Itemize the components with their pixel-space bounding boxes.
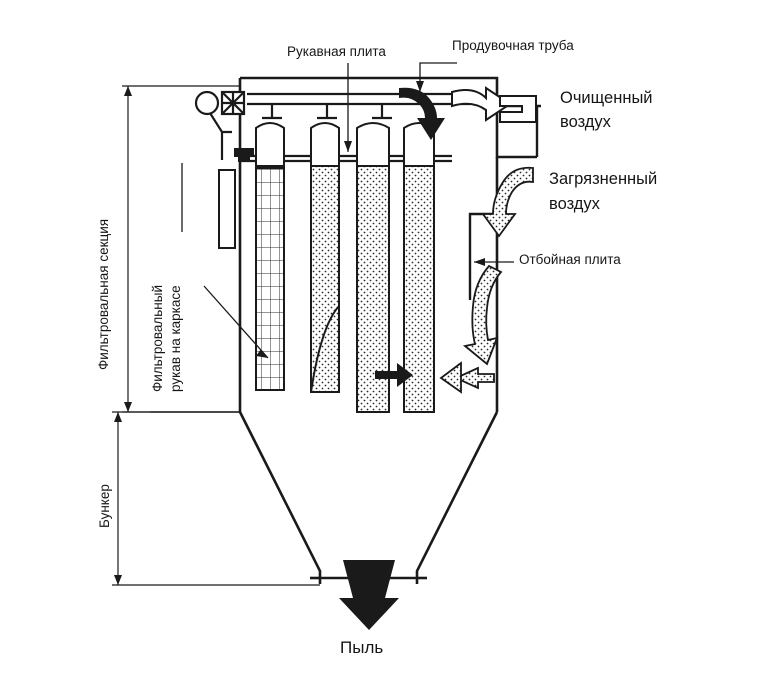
lower-flow-arrow xyxy=(441,363,494,392)
filter-bag-3 xyxy=(357,123,389,412)
label-bag-plate: Рукавная плита xyxy=(287,44,386,59)
inlet-header-bar xyxy=(234,148,254,157)
dirty-air-inlet-arrow xyxy=(483,168,533,236)
label-clean-air-line2: воздух xyxy=(560,113,611,131)
label-clean-air-line1: Очищенный xyxy=(560,89,653,107)
label-baffle-plate: Отбойная плита xyxy=(519,252,621,267)
label-dirty-air-line1: Загрязненный xyxy=(549,170,658,188)
filter-bag-4 xyxy=(404,123,434,412)
label-hopper: Бункер xyxy=(97,484,112,528)
filter-bag-2 xyxy=(311,123,339,392)
filter-housing-outline xyxy=(240,78,541,584)
label-dust: Пыль xyxy=(340,638,384,657)
label-dirty-air-line2: воздух xyxy=(549,195,600,213)
label-filter-bag-line1: Фильтровальный xyxy=(150,285,165,392)
label-filter-bag-line2: рукав на каркасе xyxy=(168,285,183,392)
label-filter-section: Фильтровальная секция xyxy=(96,218,111,370)
hopper-dimension xyxy=(112,412,320,585)
control-box xyxy=(219,170,235,248)
dust-discharge-arrow xyxy=(339,560,399,630)
label-purge-pipe: Продувочная труба xyxy=(452,38,574,53)
